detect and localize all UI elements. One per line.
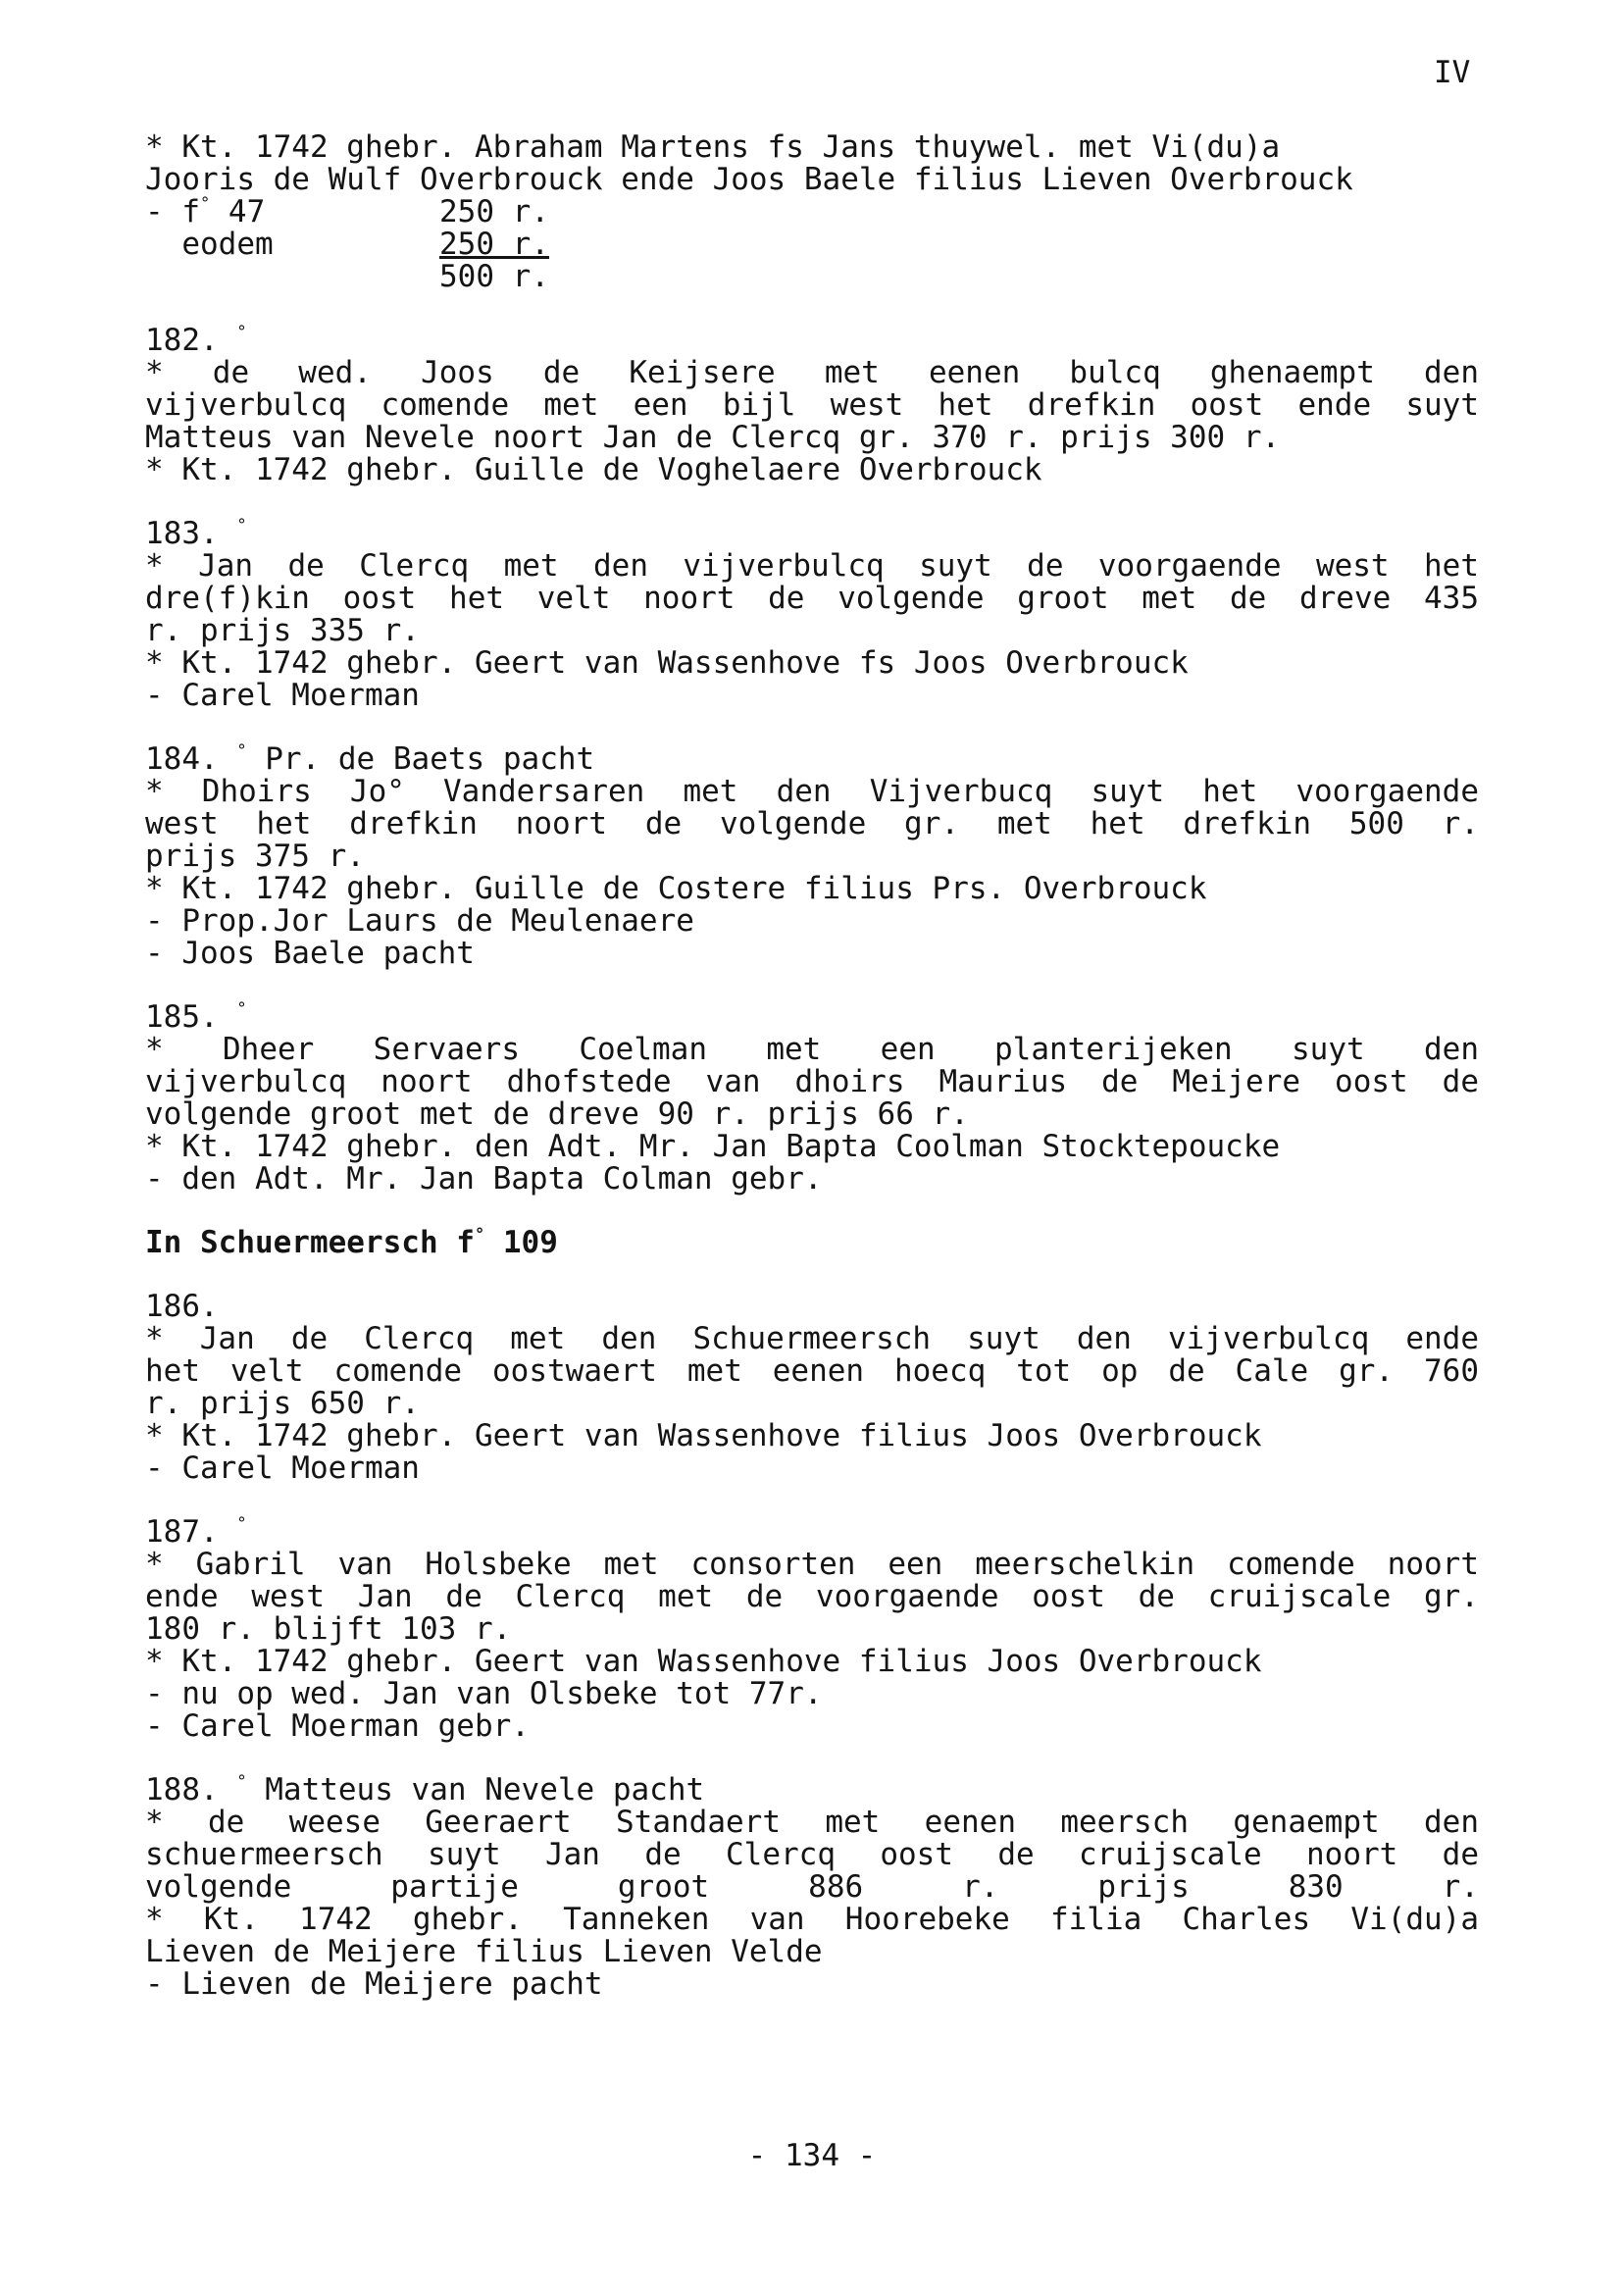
- text-line: r. prijs 650 r.: [145, 1386, 420, 1421]
- amount-row: [145, 196, 1479, 229]
- text-line: * Kt. 1742 ghebr. Geert van Wassenhove filius Joos Overbrouck: [145, 1418, 1262, 1453]
- text-line: * Gabril van Holsbeke met consorten een meerschelkin comende noort: [145, 1547, 1479, 1582]
- ledger-entry: [145, 518, 1479, 712]
- text-line: west het drefkin noort de volgende gr. met het drefkin 500 r.: [145, 806, 1479, 841]
- amount-total-row: [145, 261, 1479, 293]
- ledger-entry: [145, 1291, 1479, 1485]
- amount-total: 500 r.: [439, 259, 549, 294]
- entries-block: [145, 1291, 1479, 2032]
- text-line: Lieven de Meijere filius Lieven Velde: [145, 1934, 823, 1969]
- entry-number: 185.: [145, 999, 219, 1035]
- text-line: - Joos Baele pacht: [145, 936, 475, 971]
- text-line: * Kt. 1742 ghebr. den Adt. Mr. Jan Bapta Coolman Stocktepoucke: [145, 1129, 1281, 1164]
- entry-note: Pr. de Baets pacht: [246, 741, 595, 777]
- entries-block: [145, 325, 1479, 1227]
- amount-value: 250 r.: [439, 227, 549, 262]
- entry-mark: °: [236, 999, 247, 1019]
- text-line: r. prijs 335 r.: [145, 613, 420, 648]
- entry-number: 182.: [145, 323, 219, 358]
- page-number: - 134 -: [747, 2138, 877, 2173]
- entry-header: [145, 743, 1479, 776]
- text-line: ende west Jan de Clercq met de voorgaende oost de cruijscale gr.: [145, 1579, 1479, 1614]
- text-line: * Kt. 1742 ghebr. Guille de Voghelaere Overbrouck: [145, 452, 1042, 487]
- ledger-entry: [145, 325, 1479, 486]
- text-line: 180 r. blijft 103 r.: [145, 1611, 512, 1647]
- ledger-entry: [145, 1516, 1479, 1743]
- amount-label: eodem: [145, 227, 274, 262]
- entry-header: [145, 1516, 1479, 1549]
- text-line: volgende partije groot 886 r. prijs 830 r.: [145, 1869, 1479, 1905]
- amount-value: 250 r.: [439, 194, 549, 229]
- entry-header: [145, 325, 1479, 357]
- text-line: prijs 375 r.: [145, 839, 365, 874]
- page-body: [145, 131, 1479, 2032]
- text-line: * de wed. Joos de Keijsere met eenen bulcq ghenaempt den: [145, 355, 1479, 390]
- text-line: * Kt. 1742 ghebr. Geert van Wassenhove filius Joos Overbrouck: [145, 1644, 1262, 1679]
- text-line: * Kt. 1742 ghebr. Guille de Costere filius Prs. Overbrouck: [145, 871, 1207, 906]
- text-line: - Carel Moerman: [145, 678, 420, 713]
- text-line: - Prop.Jor Laurs de Meulenaere: [145, 903, 694, 939]
- text-line: * Dheer Servaers Coelman met een planterijeken suyt den: [145, 1032, 1479, 1067]
- text-line: volgende groot met de dreve 90 r. prijs 66 r.: [145, 1096, 969, 1132]
- text-line: het velt comende oostwaert met eenen hoecq tot op de Cale gr. 760: [145, 1353, 1479, 1389]
- entry-header: [145, 1001, 1479, 1034]
- entry-header: [145, 518, 1479, 550]
- text-line: vijverbulcq noort dhofstede van dhoirs Maurius de Meijere oost de: [145, 1064, 1479, 1099]
- entry-mark: °: [236, 323, 247, 342]
- text-line: Jooris de Wulf Overbrouck ende Joos Baele filius Lieven Overbrouck: [145, 162, 1353, 197]
- entry-mark: °: [236, 1772, 247, 1792]
- text-line: - Carel Moerman gebr.: [145, 1708, 530, 1744]
- entry-mark: °: [236, 1514, 247, 1534]
- amount-row: [145, 229, 1479, 261]
- corner-label: IV: [1434, 55, 1471, 90]
- entry-number: 183.: [145, 516, 219, 551]
- entry-header: [145, 1291, 1479, 1323]
- text-line: - den Adt. Mr. Jan Bapta Colman gebr.: [145, 1161, 823, 1196]
- entry-mark: °: [236, 516, 247, 535]
- text-line: vijverbulcq comende met een bijl west het drefkin oost ende suyt: [145, 387, 1479, 423]
- text-line: - Lieven de Meijere pacht: [145, 1966, 603, 2002]
- text-line: * Jan de Clercq met den vijverbulcq suyt de voorgaende west het: [145, 548, 1479, 584]
- entry-number: 188.: [145, 1772, 219, 1807]
- section-heading: In Schuermeersch f° 109: [145, 1225, 558, 1260]
- entry-number: 186.: [145, 1289, 219, 1324]
- entry-header: [145, 1774, 1479, 1807]
- entry-note: Matteus van Nevele pacht: [246, 1772, 705, 1807]
- ledger-entry: [145, 743, 1479, 970]
- entry-number: 184.: [145, 741, 219, 777]
- text-line: * de weese Geeraert Standaert met eenen meersch genaempt den: [145, 1805, 1479, 1840]
- text-line: * Dhoirs Jo° Vandersaren met den Vijverbucq suyt het voorgaende: [145, 774, 1479, 809]
- text-line: * Jan de Clercq met den Schuermeersch suyt den vijverbulcq ende: [145, 1321, 1479, 1356]
- entry-mark: °: [236, 741, 247, 761]
- ledger-entry: [145, 1001, 1479, 1196]
- text-line: dre(f)kin oost het velt noort de volgende groot met de dreve 435: [145, 581, 1479, 616]
- text-line: - Carel Moerman: [145, 1451, 420, 1486]
- text-line: * Kt. 1742 ghebr. Abraham Martens fs Jans thuywel. met Vi(du)a: [145, 129, 1281, 165]
- text-line: - nu op wed. Jan van Olsbeke tot 77r.: [145, 1676, 823, 1711]
- amount-label: - f° 47: [145, 194, 266, 229]
- text-line: Matteus van Nevele noort Jan de Clercq gr. 370 r. prijs 300 r.: [145, 420, 1281, 455]
- ledger-entry: [145, 1774, 1479, 2001]
- carry-entry: [145, 131, 1479, 293]
- entry-number: 187.: [145, 1514, 219, 1550]
- text-line: schuermeersch suyt Jan de Clercq oost de cruijscale noort de: [145, 1837, 1479, 1872]
- text-line: * Kt. 1742 ghebr. Tanneken van Hoorebeke filia Charles Vi(du)a: [145, 1902, 1479, 1937]
- text-line: * Kt. 1742 ghebr. Geert van Wassenhove fs Joos Overbrouck: [145, 645, 1189, 681]
